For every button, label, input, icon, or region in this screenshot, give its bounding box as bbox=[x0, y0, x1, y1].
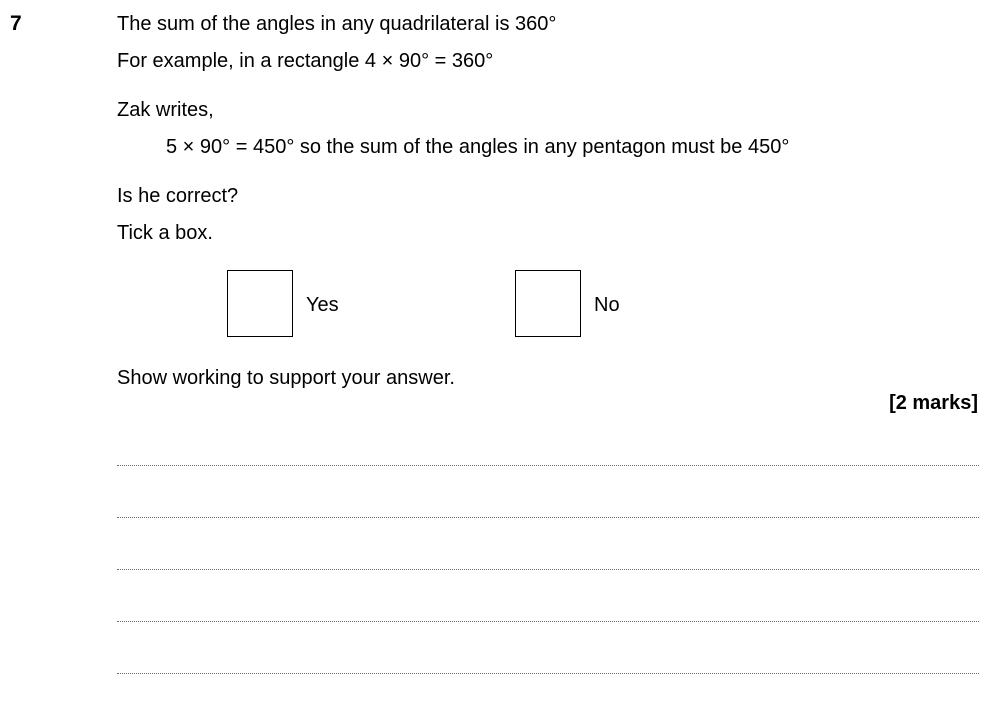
tickbox-yes[interactable] bbox=[227, 270, 293, 337]
answer-line[interactable] bbox=[117, 621, 979, 622]
working-instruction: Show working to support your answer. bbox=[117, 367, 455, 389]
tickbox-no[interactable] bbox=[515, 270, 581, 337]
answer-line[interactable] bbox=[117, 673, 979, 674]
answer-line[interactable] bbox=[117, 517, 979, 518]
answer-line[interactable] bbox=[117, 569, 979, 570]
tick-instruction: Tick a box. bbox=[117, 222, 213, 244]
answer-line[interactable] bbox=[117, 465, 979, 466]
tickbox-no-label: No bbox=[594, 294, 620, 316]
rectangle-example: For example, in a rectangle 4 × 90° = 360° bbox=[117, 50, 494, 72]
quadrilateral-statement: The sum of the angles in any quadrilateral is 360° bbox=[117, 13, 557, 35]
zak-claim: 5 × 90° = 450° so the sum of the angles in any pentagon must be 450° bbox=[166, 136, 790, 158]
marks-label: [2 marks] bbox=[889, 392, 978, 414]
tickbox-yes-label: Yes bbox=[306, 294, 339, 316]
question-prompt: Is he correct? bbox=[117, 185, 239, 207]
zak-writes-intro: Zak writes, bbox=[117, 99, 214, 121]
question-number: 7 bbox=[10, 12, 22, 35]
